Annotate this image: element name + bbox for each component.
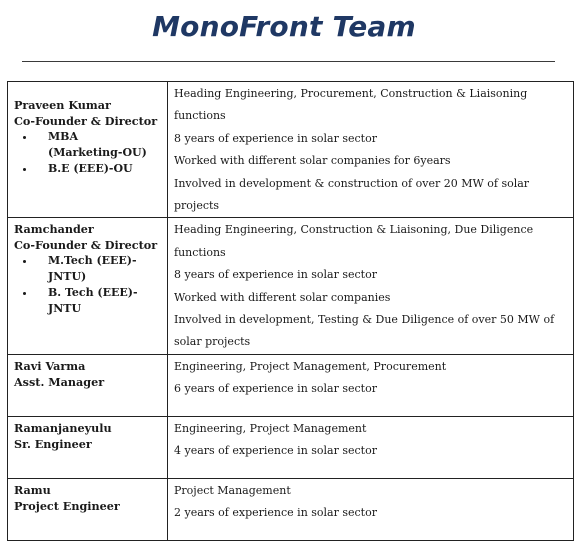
detail-line: Engineering, Project Management	[174, 421, 367, 435]
qualification-item: • B. Tech (EEE)- JNTU	[36, 285, 167, 317]
member-role: Co-Founder & Director	[14, 238, 158, 253]
page-title: MonoFront Team	[152, 10, 416, 43]
qualification-list	[14, 129, 167, 177]
member-cell	[8, 416, 168, 478]
detail-line: 8 years of experience in solar sector	[174, 268, 377, 282]
details-cell	[168, 218, 574, 354]
details-cell	[168, 82, 574, 218]
detail-line: 4 years of experience in solar sector	[174, 444, 377, 458]
detail-line: Project Management	[174, 483, 291, 497]
table-row	[8, 354, 574, 416]
details-cell	[168, 478, 574, 540]
member-name: Ramanjaneyulu	[14, 420, 112, 435]
member-role: Sr. Engineer	[14, 436, 92, 451]
qualification-item: • MBA (Marketing-OU)	[36, 129, 167, 161]
member-cell	[8, 82, 168, 218]
member-role: Project Engineer	[14, 498, 120, 513]
detail-line: Engineering, Project Management, Procurement	[174, 359, 447, 373]
qualification-item: • M.Tech (EEE)- JNTU)	[36, 253, 167, 285]
detail-line: 6 years of experience in solar sector	[174, 382, 377, 396]
table-row	[8, 478, 574, 540]
member-name: Ramu	[14, 482, 51, 497]
detail-line: Worked with different solar companies	[174, 290, 391, 304]
qualification-item: • B.E (EEE)-OU	[36, 161, 167, 177]
member-role: Co-Founder & Director	[14, 114, 158, 128]
member-cell	[8, 354, 168, 416]
member-cell	[8, 478, 168, 540]
table-row	[8, 82, 574, 218]
member-name: Ravi Varma	[14, 358, 86, 373]
member-cell	[8, 218, 168, 354]
member-name: Ramchander	[14, 222, 94, 237]
detail-line: Heading Engineering, Procurement, Construction & Liaisoning	[174, 87, 528, 100]
table-row	[8, 218, 574, 354]
details-cell	[168, 416, 574, 478]
detail-line: 8 years of experience in solar sector	[174, 131, 377, 145]
detail-line: functions	[174, 245, 226, 259]
detail-line: 2 years of experience in solar sector	[174, 506, 377, 520]
detail-line: projects	[174, 199, 220, 213]
title-divider	[22, 61, 555, 62]
qualification-list	[14, 253, 167, 317]
detail-line: solar projects	[174, 335, 251, 349]
table-row	[8, 416, 574, 478]
detail-line: Worked with different solar companies for 6years	[174, 154, 451, 168]
details-cell	[168, 354, 574, 416]
team-table	[7, 81, 574, 541]
detail-line: functions	[174, 109, 226, 123]
member-name: Praveen Kumar	[14, 98, 111, 112]
detail-line: Involved in development & construction of over 20 MW of solar	[174, 176, 530, 190]
detail-line: Heading Engineering, Construction & Liaisoning, Due Diligence	[174, 223, 534, 237]
member-role: Asst. Manager	[14, 374, 105, 389]
detail-line: Involved in development, Testing & Due Diligence of over 50 MW of	[174, 313, 555, 327]
